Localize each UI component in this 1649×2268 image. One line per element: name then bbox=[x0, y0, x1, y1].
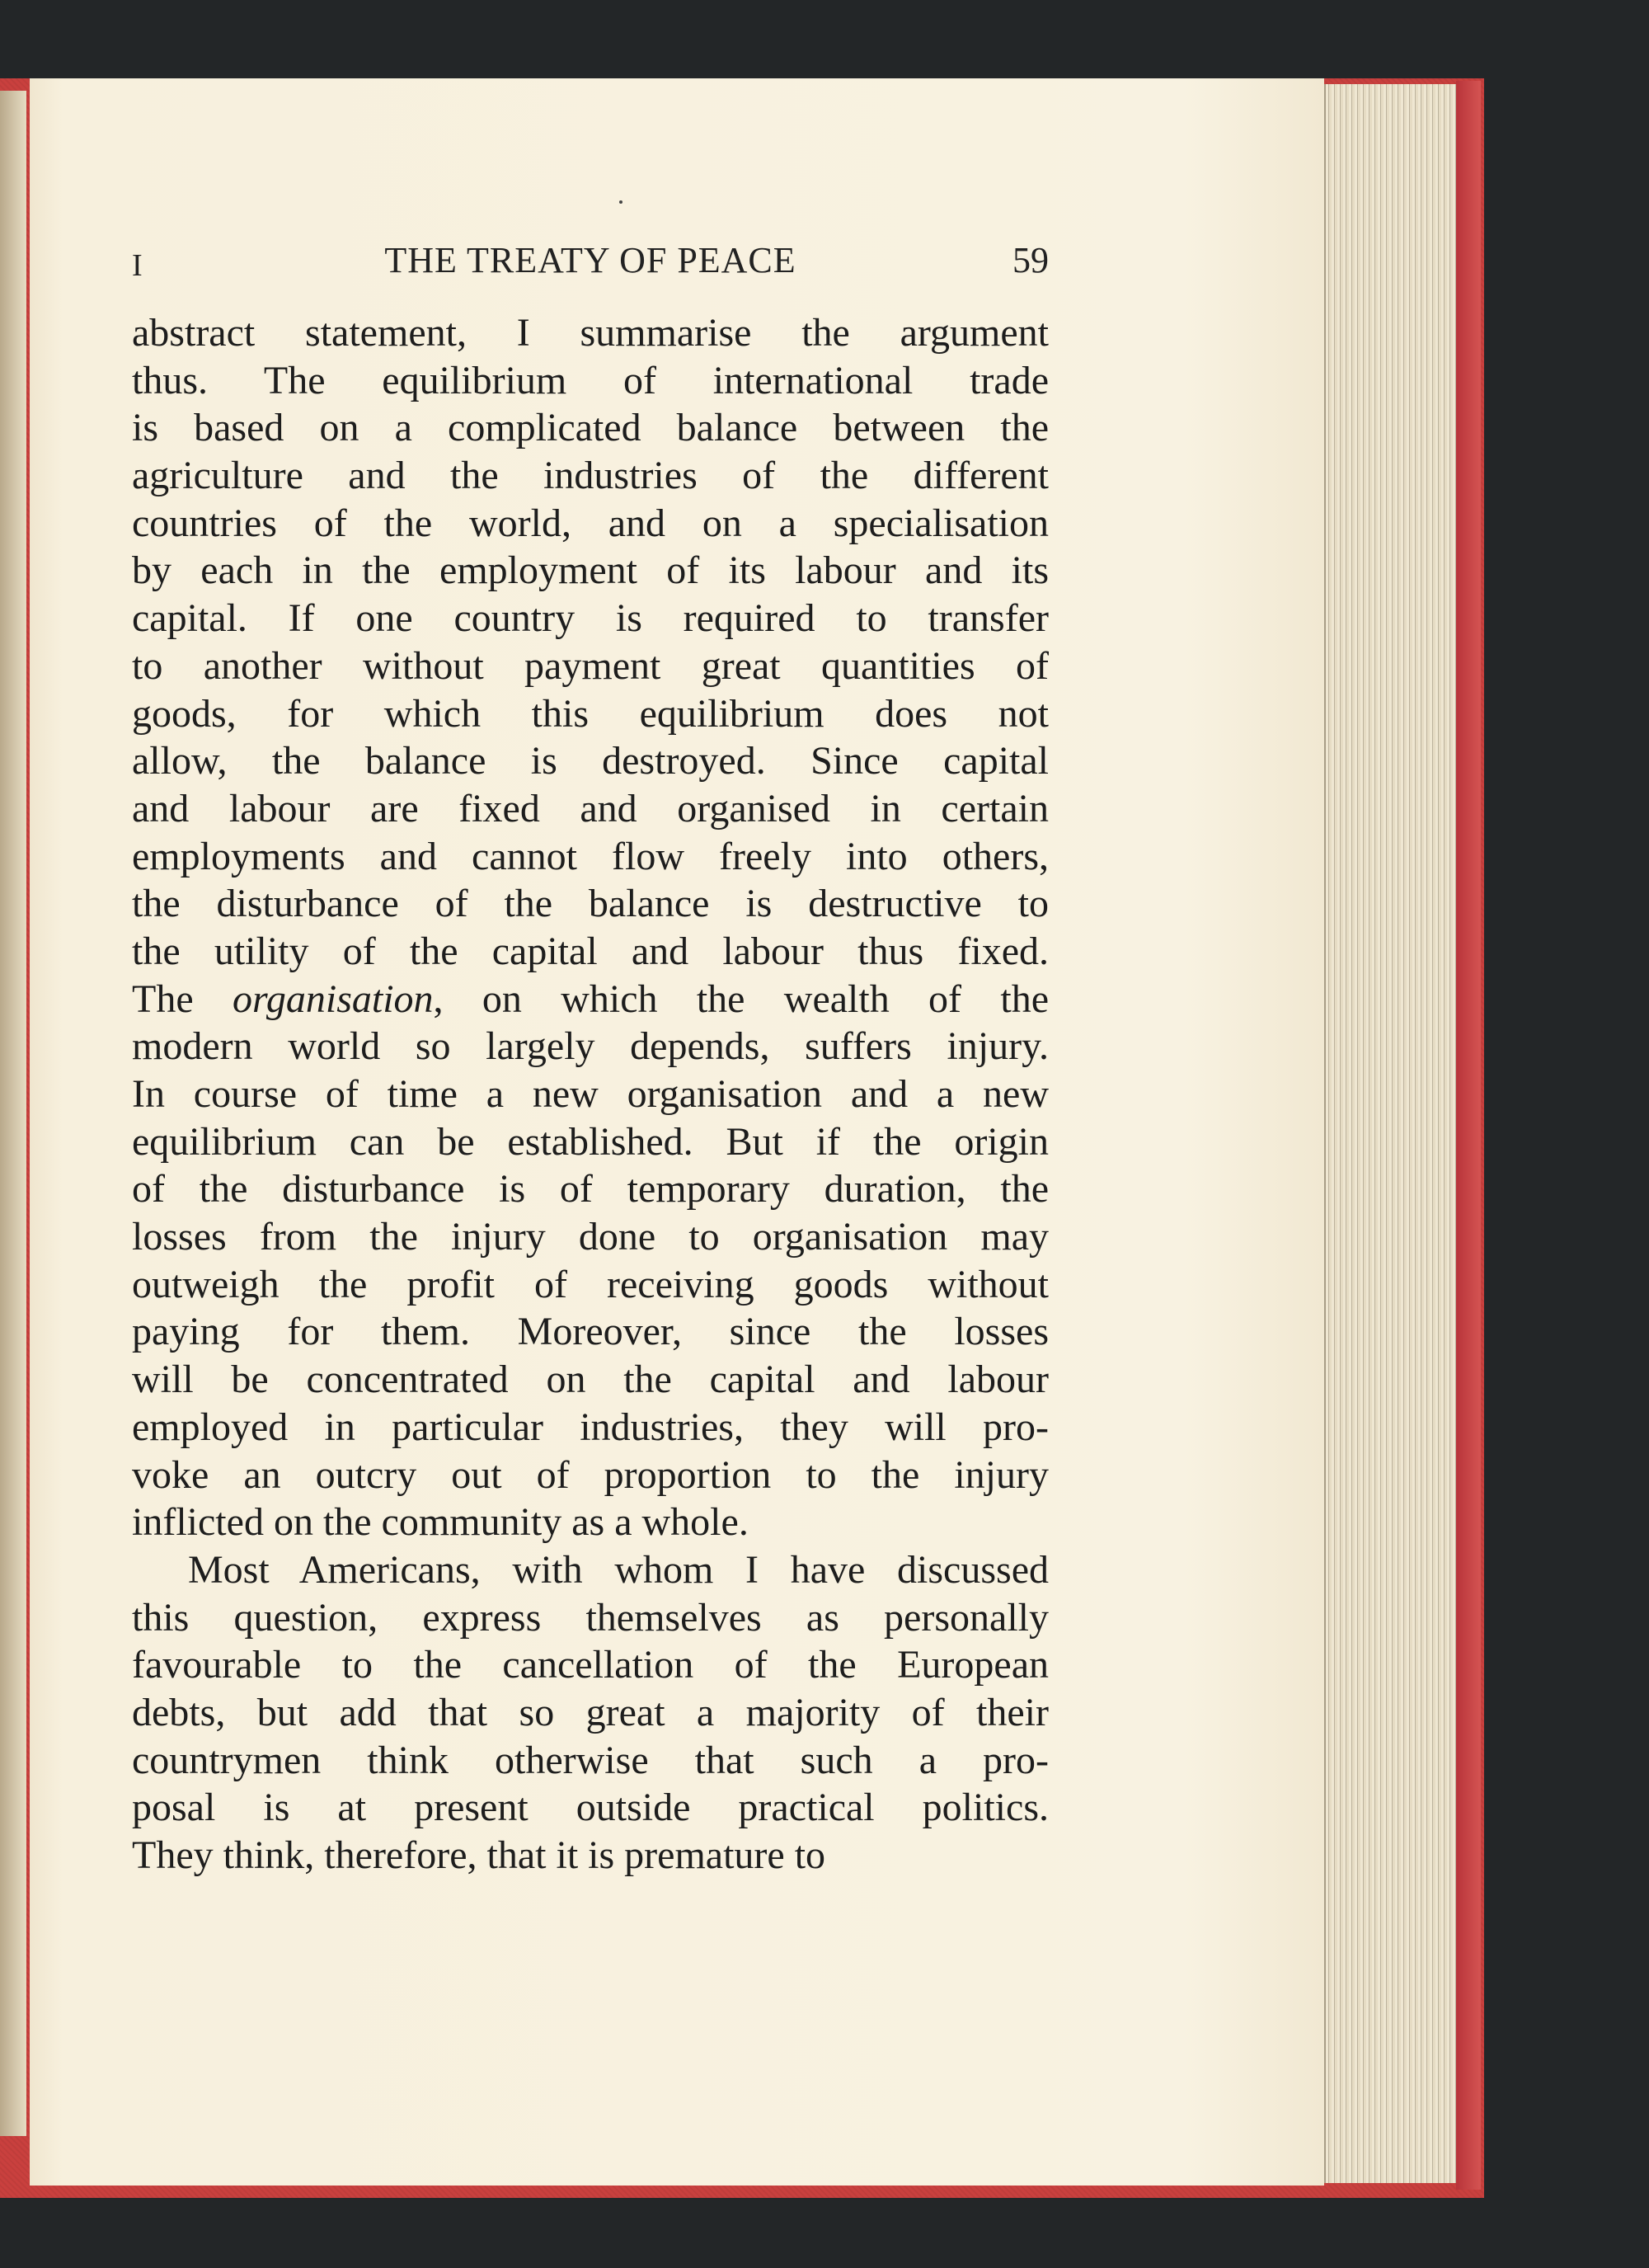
text-line: favourable to the cancellation of the European bbox=[132, 1643, 1049, 1687]
cover-edge bbox=[1456, 81, 1481, 2190]
text-line: Most Americans, with whom I have discussed bbox=[188, 1547, 1049, 1592]
text-line: posal is at present outside practical politics. bbox=[132, 1786, 1049, 1830]
text-line: is based on a complicated balance between the bbox=[132, 406, 1049, 450]
text-line: countries of the world, and on a specialisation bbox=[132, 501, 1049, 545]
facing-page-edge bbox=[0, 91, 26, 2136]
chapter-numeral: I bbox=[132, 248, 143, 283]
text-line: They think, therefore, that it is premature to bbox=[132, 1833, 826, 1877]
text-line: of the disturbance is of temporary duration, the bbox=[132, 1167, 1049, 1212]
text-line: thus. The equilibrium of international trade bbox=[132, 358, 1049, 402]
running-title: THE TREATY OF PEACE bbox=[384, 240, 796, 280]
text-line: abstract statement, I summarise the argument bbox=[132, 311, 1049, 355]
text-line: goods, for which this equilibrium does not bbox=[132, 691, 1049, 736]
text-line: countrymen think otherwise that such a pro- bbox=[132, 1738, 1049, 1782]
text-line: outweigh the profit of receiving goods without bbox=[132, 1262, 1049, 1306]
text-line: capital. If one country is required to transfer bbox=[132, 596, 1049, 641]
text-line: this question, express themselves as personally bbox=[132, 1595, 1049, 1640]
paragraph bbox=[132, 1546, 1049, 1880]
text-line: the disturbance of the balance is destructive to bbox=[132, 882, 1049, 926]
text-line: agriculture and the industries of the different bbox=[132, 454, 1049, 498]
body-text bbox=[132, 309, 1049, 1880]
emphasis: organisation bbox=[232, 976, 434, 1021]
text-line: employed in particular industries, they will pro- bbox=[132, 1405, 1049, 1449]
text-line: The organisation, on which the wealth of the bbox=[132, 976, 1050, 1021]
text-line: the utility of the capital and labour thus fixed. bbox=[132, 929, 1049, 973]
text-line: voke an outcry out of proportion to the injury bbox=[132, 1452, 1049, 1497]
text-line: to another without payment great quantities of bbox=[132, 643, 1049, 688]
page-number: 59 bbox=[1012, 240, 1049, 280]
text-line: and labour are fixed and organised in certain bbox=[132, 786, 1049, 831]
text-line: will be concentrated on the capital and labour bbox=[132, 1358, 1049, 1402]
page-speck bbox=[619, 200, 622, 204]
text-line: equilibrium can be established. But if the origin bbox=[132, 1119, 1049, 1164]
text-line: losses from the injury done to organisation may bbox=[132, 1215, 1049, 1259]
text-line: modern world so largely depends, suffers injury. bbox=[132, 1024, 1049, 1069]
text-line: inflicted on the community as a whole. bbox=[132, 1500, 749, 1545]
text-line: debts, but add that so great a majority of their bbox=[132, 1690, 1049, 1734]
text-line: employments and cannot flow freely into others, bbox=[132, 834, 1049, 878]
text-line: by each in the employment of its labour and its bbox=[132, 548, 1049, 593]
page-block-edges bbox=[1324, 84, 1458, 2183]
text-line: paying for them. Moreover, since the losses bbox=[132, 1310, 1049, 1354]
text-line: In course of time a new organisation and a new bbox=[132, 1072, 1049, 1116]
running-header bbox=[132, 239, 1049, 289]
text-line: allow, the balance is destroyed. Since capital bbox=[132, 739, 1049, 783]
paragraph bbox=[132, 309, 1049, 1546]
